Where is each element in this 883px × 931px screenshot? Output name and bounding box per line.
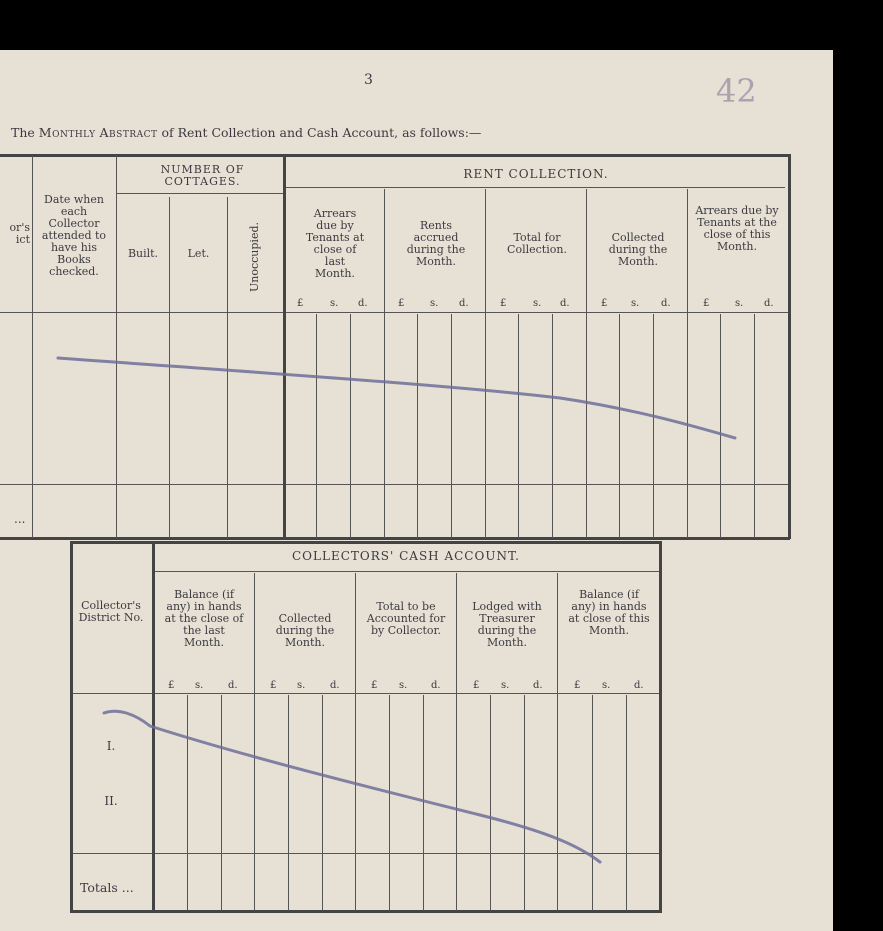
money-unit-shillings: s.: [399, 680, 408, 691]
money-unit-pounds: £: [270, 680, 277, 691]
totals-dots: ...: [14, 512, 26, 526]
money-unit-pounds: £: [371, 680, 378, 691]
money-unit-shillings: s.: [297, 680, 306, 691]
money-unit-pence: d.: [431, 680, 441, 691]
arrears-last-month-header: Arrears due by Tenants at close of last Month.: [305, 207, 365, 280]
page-number: 3: [364, 72, 373, 88]
money-unit-shillings: s.: [195, 680, 204, 691]
money-unit-shillings: s.: [631, 298, 640, 309]
district-header-line-1: or's: [9, 221, 30, 234]
money-unit-pounds: £: [297, 298, 304, 309]
money-unit-shillings: s.: [533, 298, 542, 309]
district-row-label: I.: [106, 739, 116, 753]
folio-number: 42: [716, 72, 757, 110]
money-unit-pence: d.: [560, 298, 570, 309]
balance-this-month-header: Balance (if any) in hands at close of this Month.: [568, 588, 650, 637]
money-unit-pence: d.: [764, 298, 774, 309]
heading-prefix: The: [11, 125, 35, 140]
money-unit-pence: d.: [358, 298, 368, 309]
money-unit-pence: d.: [634, 680, 644, 691]
money-unit-pence: d.: [459, 298, 469, 309]
money-unit-pounds: £: [168, 680, 175, 691]
heading-monthly: Monthly: [38, 125, 96, 140]
money-unit-shillings: s.: [430, 298, 439, 309]
money-unit-pence: d.: [533, 680, 543, 691]
pencil-stroke-rent: [58, 358, 735, 438]
money-unit-pounds: £: [473, 680, 480, 691]
collected-during-month-header: Collected during the Month.: [608, 231, 668, 268]
cash-account-header: COLLECTORS' CASH ACCOUNT.: [292, 549, 520, 563]
balance-last-month-header: Balance (if any) in hands at the close of the last Month.: [164, 588, 244, 649]
money-unit-pounds: £: [601, 298, 608, 309]
date-checked-header: Date when each Collector attended to have his Books checked.: [41, 193, 107, 278]
district-header-line-2: ict: [15, 233, 30, 246]
total-for-collection-header: Total for Collection.: [507, 231, 567, 256]
money-unit-pence: d.: [661, 298, 671, 309]
cottages-header: NUMBER OF COTTAGES.: [160, 163, 245, 188]
money-unit-shillings: s.: [602, 680, 611, 691]
unoccupied-column-header: Unoccupied.: [248, 222, 261, 292]
pencil-stroke-cash: [104, 711, 600, 862]
money-unit-pounds: £: [703, 298, 710, 309]
money-unit-shillings: s.: [501, 680, 510, 691]
let-column-header: Let.: [187, 247, 210, 260]
rents-accrued-header: Rents accrued during the Month.: [406, 219, 466, 268]
built-column-header: Built.: [127, 247, 159, 260]
totals-label: Totals ...: [80, 880, 134, 895]
money-unit-pence: d.: [330, 680, 340, 691]
arrears-this-month-header: Arrears due by Tenants at the close of this Month.: [695, 204, 779, 253]
heading-rest: of Rent Collection and Cash Account, as follows:—: [161, 125, 482, 140]
money-unit-shillings: s.: [735, 298, 744, 309]
money-unit-pence: d.: [228, 680, 238, 691]
money-unit-pounds: £: [398, 298, 405, 309]
district-row-label: II.: [104, 794, 118, 808]
heading-abstract: Abstract: [99, 125, 158, 140]
money-unit-shillings: s.: [330, 298, 339, 309]
rent-collection-header: RENT COLLECTION.: [463, 167, 609, 181]
money-unit-pounds: £: [574, 680, 581, 691]
cash-collected-header: Collected during the Month.: [275, 612, 335, 649]
collector-district-header: Collector's District No.: [78, 599, 144, 624]
money-unit-pounds: £: [500, 298, 507, 309]
lodged-treasurer-header: Lodged with Treasurer during the Month.: [472, 600, 542, 649]
total-accounted-header: Total to be Accounted for by Collector.: [366, 600, 446, 637]
